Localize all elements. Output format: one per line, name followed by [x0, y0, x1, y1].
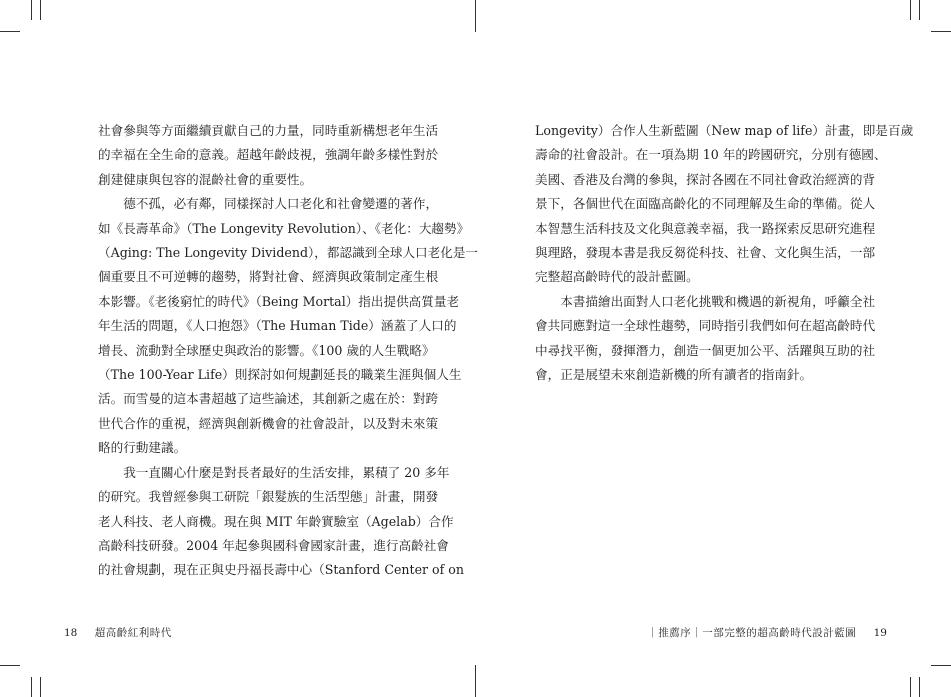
text-line: 會，正是展望未來創造新機的所有讀者的指南針。 [535, 367, 813, 383]
crop-mark [919, 677, 920, 697]
text-line: 本影響。《老後窮忙的時代》（Being Mortal）指出提供高質量老 [98, 293, 460, 309]
crop-mark [475, 0, 476, 32]
text-line: 與理路，發現本書是我反芻從科技、社會、文化與生活，一部 [535, 245, 876, 261]
crop-mark [31, 0, 32, 20]
text-line: 景下，各個世代在面臨高齡化的不同理解及生命的準備。從人 [535, 196, 876, 212]
text-line: （The 100-Year Life）則探討如何規劃延長的職業生涯與個人生 [98, 367, 462, 383]
crop-mark [931, 31, 951, 32]
text-line: 個重要且不可逆轉的趨勢，將對社會、經濟與政策制定產生根 [98, 269, 439, 285]
crop-mark [0, 665, 20, 666]
text-line: 壽命的社會設計。在一項為期 10 年的跨國研究，分別有德國、 [535, 147, 887, 163]
text-line: 增長、流動對全球歷史與政治的影響。《100 歲的人生戰略》 [98, 342, 435, 358]
text-line: 的研究。我曾經參與工研院「銀髮族的生活型態」計畫，開發 [98, 489, 439, 505]
crop-mark [31, 677, 32, 697]
text-line: 社會參與等方面繼續貢獻自己的力量，同時重新構想老年生活 [98, 123, 439, 138]
text-line: 創建健康與包容的混齡社會的重要性。 [98, 171, 313, 187]
text-line: 的社會規劃，現在正與史丹福長壽中心（Stanford Center of on [98, 562, 464, 578]
page-number: 19 [873, 627, 887, 639]
page-number: 18 [64, 627, 78, 639]
text-line: 老人科技、老人商機。現在與 MIT 年齡實驗室（Agelab）合作 [98, 513, 454, 529]
text-line: 世代合作的重視，經濟與創新機會的社會設計，以及對未來策 [98, 415, 439, 431]
text-line: 我一直關心什麼是對長者最好的生活安排，累積了 20 多年 [123, 464, 450, 480]
text-line: 如《長壽革命》（The Longevity Revolution）、《老化：大趨勢》 [98, 220, 470, 236]
crop-mark [931, 665, 951, 666]
text-line: 中尋找平衡，發揮潛力，創造一個更加公平、活躍與互助的社 [535, 342, 876, 358]
crop-mark [0, 31, 20, 32]
left-page-body [98, 119, 479, 583]
crop-mark [40, 0, 41, 20]
text-line: 本書描繪出面對人口老化挑戰和機遇的新視角，呼籲全社 [560, 293, 876, 309]
left-page-footer [64, 626, 172, 640]
crop-mark [910, 0, 911, 20]
crop-mark [910, 677, 911, 697]
text-line: Longevity）合作人生新藍圖（New map of life）計畫，即是百歲 [535, 123, 914, 138]
crop-mark [40, 677, 41, 697]
running-head: ｜推薦序｜一部完整的超高齡時代設計藍圖 [647, 627, 857, 639]
crop-mark [475, 665, 476, 697]
text-line: 略的行動建議。 [98, 440, 187, 456]
right-page-footer [647, 626, 887, 640]
text-line: 高齡科技研發。2004 年起參與國科會國家計畫，進行高齡社會 [98, 537, 449, 553]
text-line: 年生活的問題，《人口抱怨》（The Human Tide）涵蓋了人口的 [98, 318, 457, 334]
text-line: 的幸福在全生命的意義。超越年齡歧視，強調年齡多樣性對於 [98, 147, 439, 163]
text-line: 活。而雪曼的這本書超越了這些論述，其創新之處在於：對跨 [98, 391, 439, 407]
text-line: 完整超高齡時代的設計藍圖。 [535, 269, 699, 285]
text-line: 美國、香港及台灣的參與，探討各國在不同社會政治經濟的背 [535, 171, 876, 187]
crop-mark [919, 0, 920, 20]
right-page-body [535, 119, 914, 387]
text-line: 本智慧生活科技及文化與意義幸福，我一路探索反思研究進程 [535, 220, 876, 236]
text-line: （Aging: The Longevity Dividend），都認識到全球人口老化是一 [98, 245, 479, 261]
text-line: 德不孤，必有鄰，同樣探討人口老化和社會變遷的著作， [123, 196, 439, 212]
running-head: 超高齡紅利時代 [94, 627, 172, 639]
text-line: 會共同應對這一全球性趨勢，同時指引我們如何在超高齡時代 [535, 318, 876, 334]
